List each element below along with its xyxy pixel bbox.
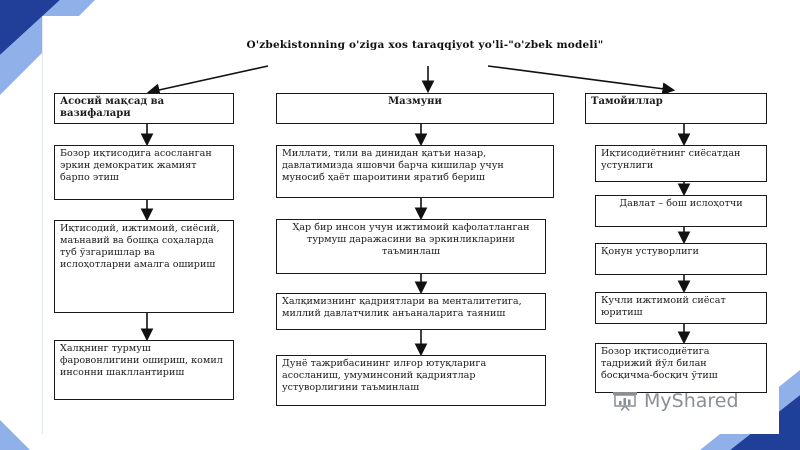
- principles-box-3: Қонун устуворлиги: [595, 243, 767, 275]
- principles-box-2: Давлат – бош ислоҳотчи: [595, 195, 767, 227]
- diagram-title: O'zbekistonning o'ziga xos taraqqiyot yo'li-"o'zbek modeli": [246, 39, 604, 51]
- principles-box-1: Иқтисодиётнинг сиёсатдан устунлиги: [595, 145, 767, 182]
- goals-box-2: Иқтисодий, ижтимоий, сиёсий, маънавий ва бошқа соҳаларда туб ўзгаришлар ва ислоҳотларни амалга ошириш: [54, 220, 234, 313]
- content-box-1: Миллати, тили ва динидан қатъи назар, давлатимизда яшовчи барча кишилар учун муносиб ҳаёт шароитини яратиб бериш: [276, 145, 554, 198]
- column-goals-header: Асосий мақсад ва вазифалари: [54, 93, 234, 124]
- content-box-3: Халқимизнинг қадриятлари ва менталитетига, миллий давлатчилик анъаналарига таяниш: [276, 293, 546, 330]
- goals-box-1: Бозор иқтисодига асосланган эркин демократик жамият барпо этиш: [54, 145, 234, 200]
- goals-box-3: Халқнинг турмуш фаровонлигини ошириш, комил инсонни шакллантириш: [54, 340, 234, 400]
- content-box-2: Ҳар бир инсон учун ижтимоий кафолатланган турмуш даражасини ва эркинликларини таъминлаш: [276, 219, 546, 274]
- column-content-header: Мазмуни: [276, 93, 554, 124]
- column-principles-header: Тамойиллар: [585, 93, 767, 124]
- myshared-logo: [612, 390, 739, 412]
- principles-box-4: Кучли ижтимоий сиёсат юритиш: [595, 292, 767, 324]
- content-box-4: Дунё тажрибасининг илғор ютуқларига асосланиш, умуминсоний қадриятлар устуворлигини таъминлаш: [276, 355, 546, 406]
- principles-box-5: Бозор иқтисодиётига тадрижий йўл билан босқичма-босқич ўтиш: [595, 343, 767, 393]
- logo-text: MyShared: [644, 390, 739, 412]
- presentation-icon: [612, 391, 638, 411]
